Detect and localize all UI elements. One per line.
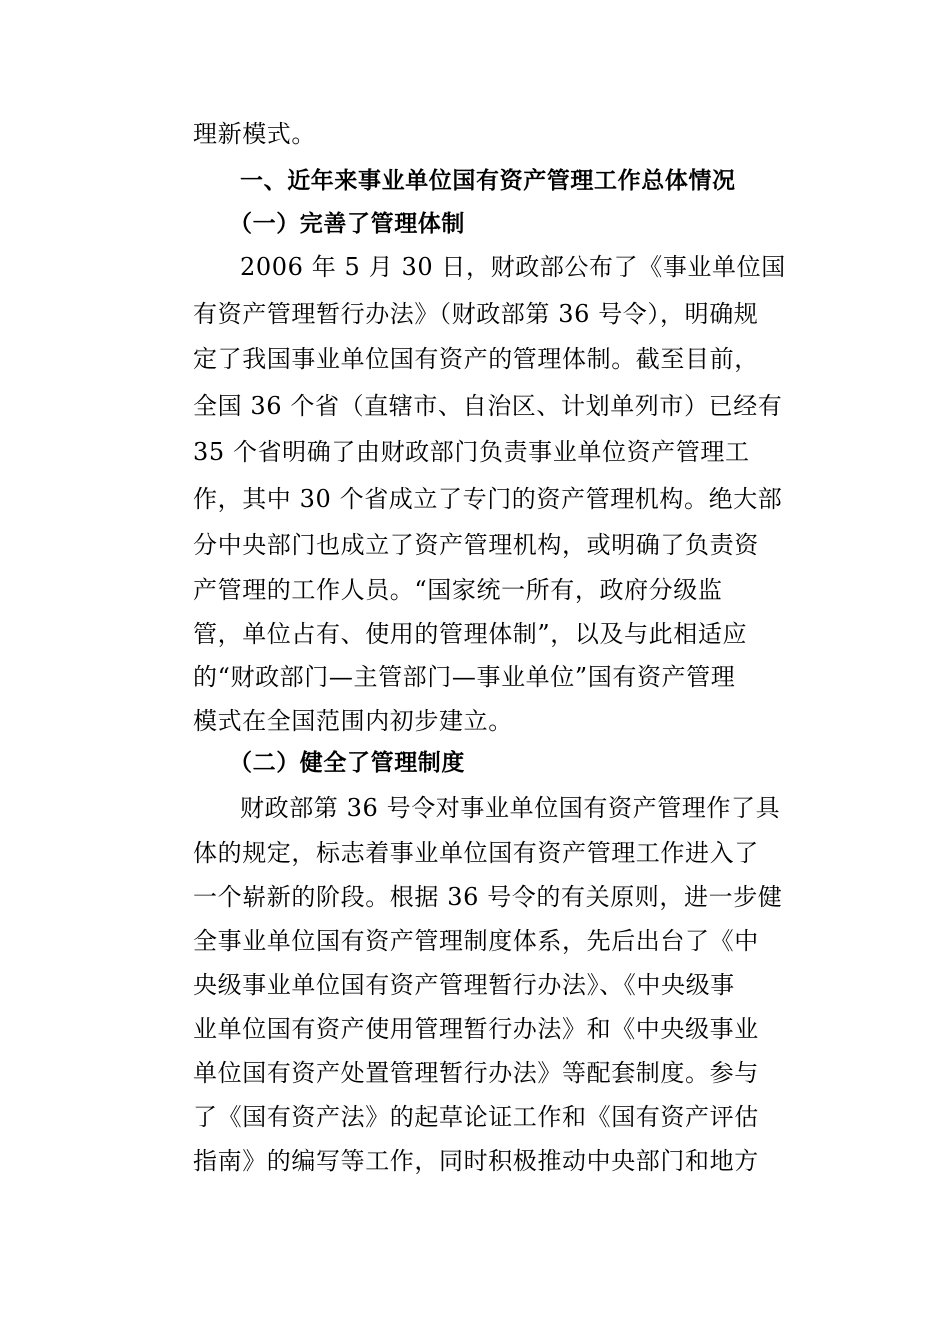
paragraph-line: 有资产管理暂行办法》（财政部第 36 号令），明确规 (193, 300, 759, 328)
paragraph-line: 的“财政部门—主管部门—事业单位”国有资产管理 (193, 663, 736, 691)
paragraph-line: 央级事业单位国有资产管理暂行办法》、《中央级事 (193, 971, 735, 999)
subsection-heading: （二）健全了管理制度 (229, 750, 465, 776)
paragraph-line: 定了我国事业单位国有资产的管理体制。截至目前， (193, 345, 759, 373)
paragraph-line: 理新模式。 (193, 120, 316, 148)
section-heading: 一、近年来事业单位国有资产管理工作总体情况 (240, 168, 736, 194)
paragraph-line: 一个崭新的阶段。根据 36 号令的有关原则，进一步健 (193, 883, 783, 911)
paragraph-line: 管，单位占有、使用的管理体制”，以及与此相适应 (193, 620, 748, 648)
paragraph-line: 35 个省明确了由财政部门负责事业单位资产管理工 (193, 438, 750, 466)
paragraph-line: 模式在全国范围内初步建立。 (193, 707, 513, 735)
paragraph-line: 全事业单位国有资产管理制度体系，先后出台了《中 (193, 927, 759, 955)
paragraph-line: 财政部第 36 号令对事业单位国有资产管理作了具 (240, 794, 781, 822)
subsection-heading: （一）完善了管理体制 (229, 211, 465, 237)
paragraph-line: 全国 36 个省（直辖市、自治区、计划单列市）已经有 (193, 392, 783, 420)
paragraph-line: 分中央部门也成立了资产管理机构，或明确了负责资 (193, 531, 759, 559)
paragraph-line: 体的规定，标志着事业单位国有资产管理工作进入了 (193, 839, 759, 867)
paragraph-line: 指南》的编写等工作，同时积极推动中央部门和地方 (193, 1147, 759, 1175)
paragraph-line: 产管理的工作人员。“国家统一所有，政府分级监 (193, 576, 723, 604)
paragraph-line: 作，其中 30 个省成立了专门的资产管理机构。绝大部 (193, 485, 783, 513)
paragraph-line: 了《国有资产法》的起草论证工作和《国有资产评估 (193, 1103, 759, 1131)
paragraph-line: 单位国有资产处置管理暂行办法》等配套制度。参与 (193, 1059, 759, 1087)
paragraph-line: 业单位国有资产使用管理暂行办法》和《中央级事业 (193, 1015, 759, 1043)
paragraph-line: 2006 年 5 月 30 日，财政部公布了《事业单位国 (240, 253, 786, 281)
